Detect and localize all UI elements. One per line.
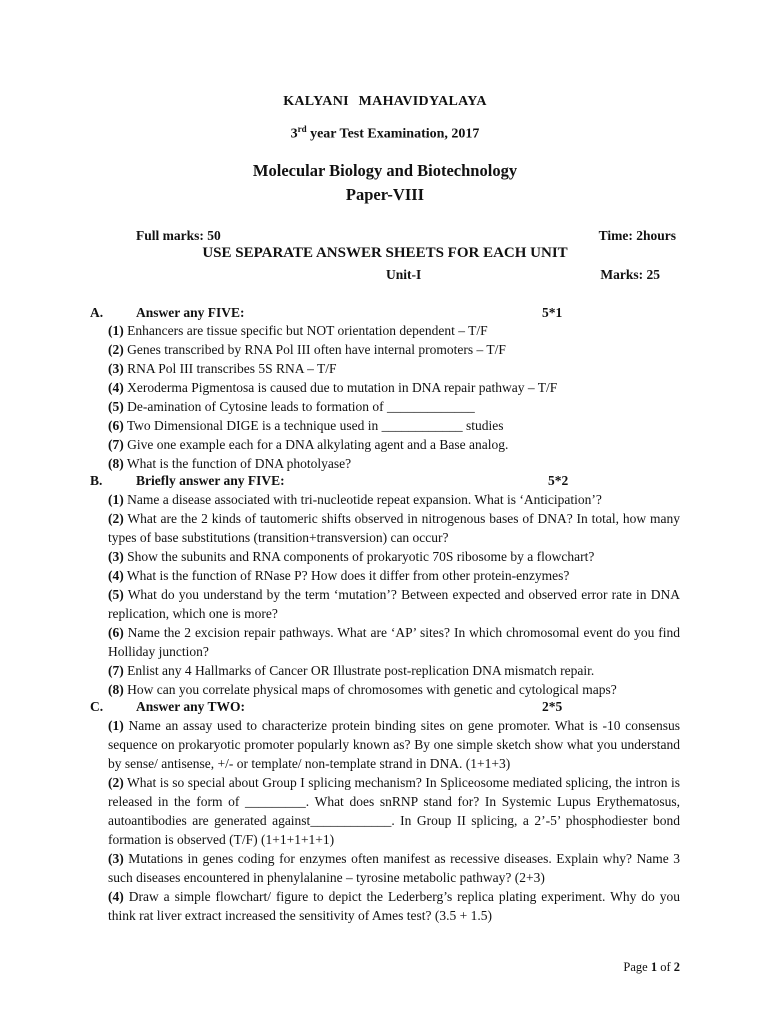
section-b-letter: B. bbox=[90, 473, 103, 488]
question-b5: (5) What do you understand by the term ‘mutation’? Between expected and observed error rate in DNA replication, which one is more? bbox=[108, 587, 680, 621]
section-b-marks: 5*2 bbox=[548, 473, 569, 488]
paper-title: Paper-VIII bbox=[345, 185, 425, 204]
exam-time: Time: 2hours bbox=[598, 228, 676, 243]
question-b2: (2) What are the 2 kinds of tautomeric shifts observed in nitrogenous bases of DNA? In total, how many types of base substitutions (transition+transversion) can occur? bbox=[108, 511, 680, 545]
unit-title: Unit-I bbox=[386, 267, 422, 282]
question-b8: (8) How can you correlate physical maps of chromosomes with genetic and cytological maps? bbox=[108, 682, 617, 697]
subject-title: Molecular Biology and Biotechnology bbox=[252, 161, 518, 180]
question-a2: (2) Genes transcribed by RNA Pol III often have internal promoters – T/F bbox=[108, 342, 506, 357]
question-c2: (2) What is so special about Group I splicing mechanism? In Spliceosome mediated splicing, the intron is released in the form of _________. What does snRNP stand for? In Systemic Lupus Erythematosus, autoantibodies are generated against____________. In Group II splicing, a 2’-5’ phosphodiester bond formation is observed (T/F) (1+1+1+1+1) bbox=[108, 775, 680, 847]
question-a6: (6) Two Dimensional DIGE is a technique used in ____________ studies bbox=[108, 418, 504, 433]
college-name: KALYANI MAHAVIDYALAYA bbox=[283, 94, 487, 109]
section-c-letter: C. bbox=[90, 699, 104, 714]
question-a7: (7) Give one example each for a DNA alkylating agent and a Base analog. bbox=[108, 437, 509, 452]
section-a-marks: 5*1 bbox=[542, 305, 563, 320]
section-c-title: Answer any TWO: bbox=[136, 699, 246, 714]
question-b4: (4) What is the function of RNase P? How does it differ from other protein-enzymes? bbox=[108, 568, 570, 583]
full-marks: Full marks: 50 bbox=[136, 228, 221, 243]
question-a8: (8) What is the function of DNA photolyase? bbox=[108, 456, 352, 471]
current-page: 1 bbox=[650, 960, 658, 974]
exam-title bbox=[0, 124, 770, 143]
section-a-title: Answer any FIVE: bbox=[136, 305, 245, 320]
total-pages: 2 bbox=[673, 960, 680, 974]
exam-year-suffix: rd bbox=[297, 124, 307, 134]
question-a5: (5) De-amination of Cytosine leads to formation of _____________ bbox=[108, 399, 475, 414]
page-number: Page 1 of 2 bbox=[623, 960, 680, 974]
section-c-marks: 2*5 bbox=[542, 699, 563, 714]
question-c1: (1) Name an assay used to characterize protein binding sites on gene promoter. What is -10 consensus sequence on prokaryotic promoter popularly known as? By one simple sketch show what you understand by sense/ antisense, +/- or template/ non-template strand in DNA. (1+1+3) bbox=[108, 718, 680, 771]
question-b3: (3) Show the subunits and RNA components of prokaryotic 70S ribosome by a flowchart? bbox=[108, 549, 595, 564]
exam-title-text: year Test Examination, 2017 bbox=[306, 126, 480, 142]
section-a-letter: A. bbox=[90, 305, 104, 320]
unit-marks: Marks: 25 bbox=[600, 267, 660, 282]
question-a4: (4) Xeroderma Pigmentosa is caused due to mutation in DNA repair pathway – T/F bbox=[108, 380, 558, 395]
section-a-questions bbox=[108, 321, 680, 473]
question-b1: (1) Name a disease associated with tri-nucleotide repeat expansion. What is ‘Anticipation’? bbox=[108, 492, 602, 507]
question-b7: (7) Enlist any 4 Hallmarks of Cancer OR Illustrate post-replication DNA mismatch repair. bbox=[108, 663, 595, 678]
question-c4: (4) Draw a simple flowchart/ figure to depict the Lederberg’s replica plating experiment. Why do you think rat liver extract increased the sensitivity of Ames test? (3.5 + 1.5) bbox=[108, 889, 680, 923]
exam-year-number: 3 bbox=[290, 126, 298, 142]
question-c3: (3) Mutations in genes coding for enzymes often manifest as recessive diseases. Explain why? Name 3 such diseases encountered in phenylalanine – tyrosine metabolic pathway? (2+3) bbox=[108, 851, 680, 885]
section-b-questions bbox=[108, 490, 680, 699]
question-a1: (1) Enhancers are tissue specific but NOT orientation dependent – T/F bbox=[108, 323, 488, 338]
question-a3: (3) RNA Pol III transcribes 5S RNA – T/F bbox=[108, 361, 337, 376]
section-c-questions bbox=[108, 716, 680, 925]
question-b6: (6) Name the 2 excision repair pathways. What are ‘AP’ sites? In which chromosomal event do you find Holliday junction? bbox=[108, 625, 680, 659]
instruction: USE SEPARATE ANSWER SHEETS FOR EACH UNIT bbox=[202, 245, 568, 261]
section-b-title: Briefly answer any FIVE: bbox=[136, 473, 285, 488]
